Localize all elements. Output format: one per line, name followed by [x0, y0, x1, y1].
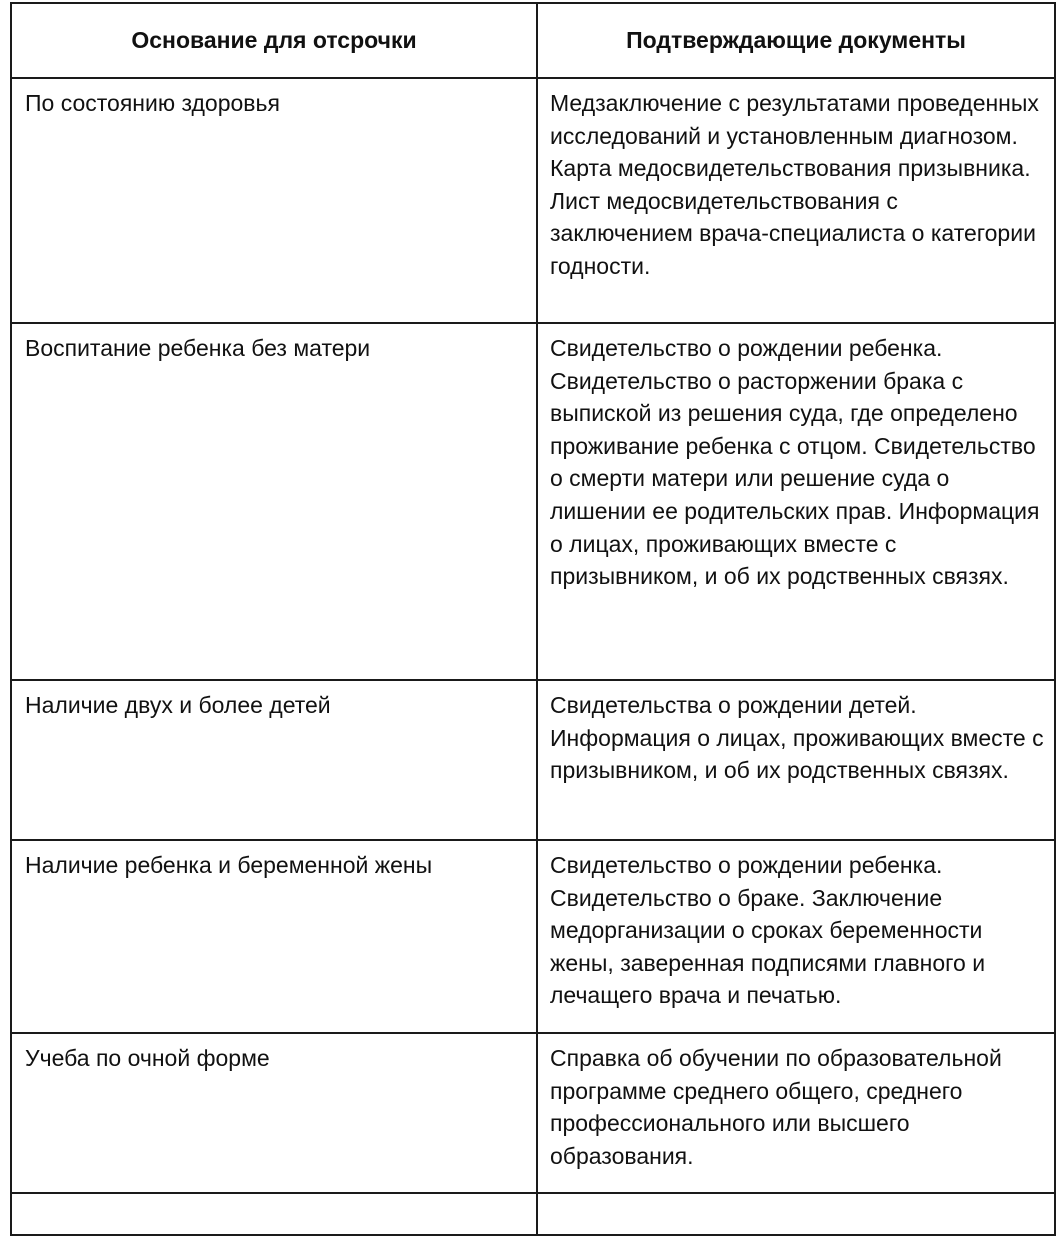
documents-cell: Свидетельства о рождении детей. Информация о лицах, проживающих вместе с призывником, и об их родственных связях.	[537, 680, 1055, 840]
table-row	[11, 680, 1055, 840]
table-row	[11, 840, 1055, 1033]
basis-cell: Воспитание ребенка без матери	[11, 323, 537, 680]
basis-cell: Учеба по очной форме	[11, 1033, 537, 1193]
basis-cell: Наличие двух и более детей	[11, 680, 537, 840]
table-body	[11, 78, 1055, 1235]
table-row	[11, 78, 1055, 323]
empty-cell	[537, 1193, 1055, 1235]
documents-cell: Справка об обучении по образовательной программе среднего общего, среднего профессионального или высшего образования.	[537, 1033, 1055, 1193]
table-row	[11, 1033, 1055, 1193]
documents-cell: Свидетельство о рождении ребенка. Свидетельство о браке. Заключение медорганизации о сроках беременности жены, заверенная подписями главного и лечащего врача и печатью.	[537, 840, 1055, 1033]
table-row-cut-off	[11, 1193, 1055, 1235]
header-basis: Основание для отсрочки	[11, 3, 537, 78]
basis-cell: По состоянию здоровья	[11, 78, 537, 323]
documents-cell: Медзаключение с результатами проведенных исследований и установленным диагнозом. Карта медосвидетельствования призывника. Лист медосвидетельствования с заключением врача-специалиста о категории годности.	[537, 78, 1055, 323]
empty-cell	[11, 1193, 537, 1235]
table-header	[11, 3, 1055, 78]
header-documents: Подтверждающие документы	[537, 3, 1055, 78]
documents-cell: Свидетельство о рождении ребенка. Свидетельство о расторжении брака с выпиской из решения суда, где определено проживание ребенка с отцом. Свидетельство о смерти матери или решение суда о лишении ее родительских прав. Информация о лицах, проживающих вместе с призывником, и об их родственных связях.	[537, 323, 1055, 680]
table-row	[11, 323, 1055, 680]
header-row	[11, 3, 1055, 78]
basis-cell: Наличие ребенка и беременной жены	[11, 840, 537, 1033]
deferral-documents-table	[10, 2, 1056, 1236]
